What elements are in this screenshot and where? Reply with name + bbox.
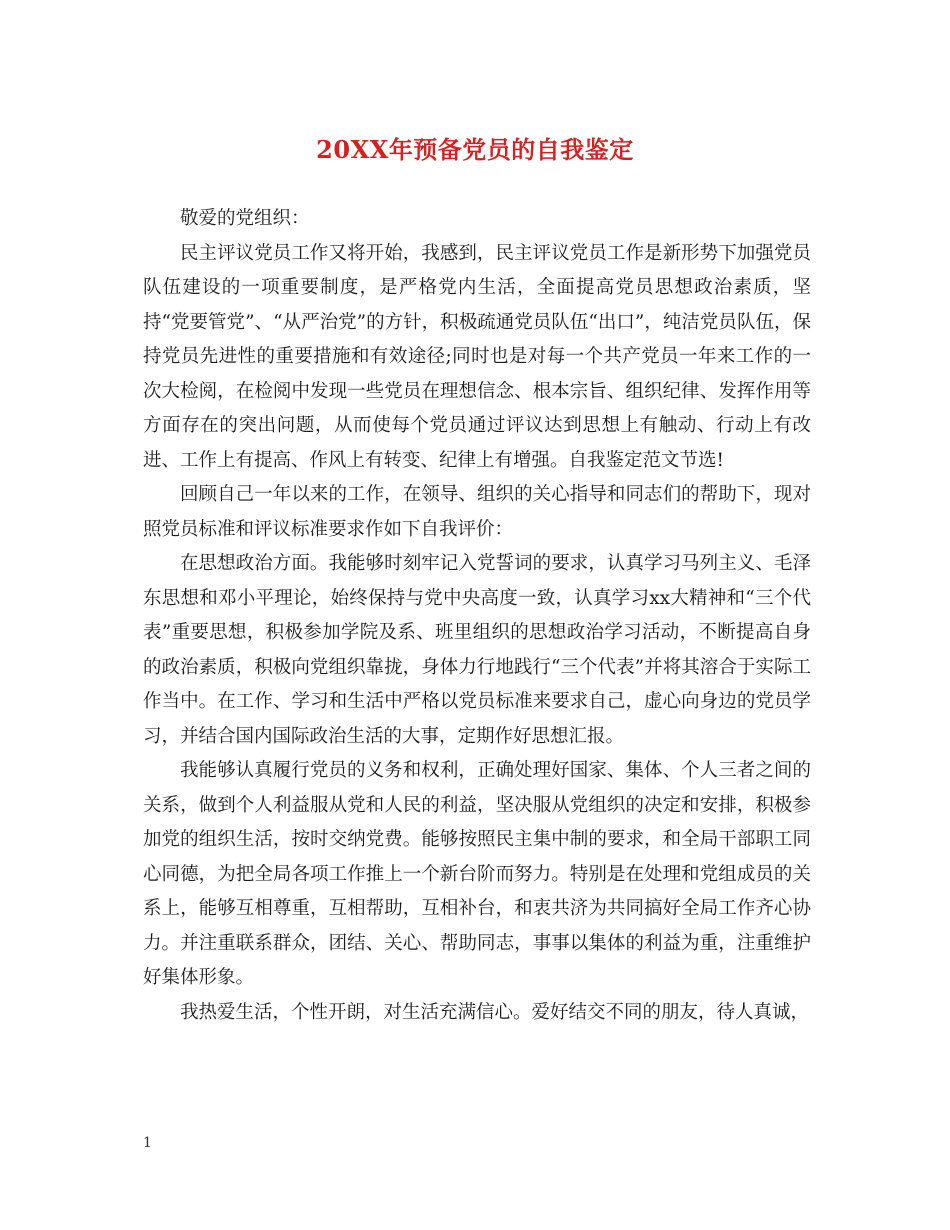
paragraph: 回顾自己一年以来的工作，在领导、组织的关心指导和同志们的帮助下，现对照党员标准和评议标准要求作如下自我评价： — [143, 484, 811, 540]
paragraph: 我热爱生活，个性开朗，对生活充满信心。爱好结交不同的朋友，待人真诚， — [180, 1001, 810, 1023]
paragraph: 在思想政治方面。我能够时刻牢记入党誓词的要求，认真学习马列主义、毛泽东思想和邓小平理论，始终保持与党中央高度一致，认真学习xx大精神和“三个代表”重要思想，积极参加学院及系、班里组织的思想政治学习活动，不断提高自身的政治素质，积极向党组织靠拢，身体力行地践行“三个代表”并将其溶合于实际工作当中。在工作、学习和生活中严格以党员标准来要求自己，虚心向身边的党员学习，并结合国内国际政治生活的大事，定期作好思想汇报。 — [143, 553, 811, 747]
paragraph: 我能够认真履行党员的义务和权利，正确处理好国家、集体、个人三者之间的关系，做到个人利益服从党和人民的利益，坚决服从党组织的决定和安排，积极参加党的组织生活，按时交纳党费。能够按照民主集中制的要求，和全局干部职工同心同德，为把全局各项工作推上一个新台阶而努力。特别是在处理和党组成员的关系上，能够互相尊重，互相帮助，互相补台，和衷共济为共同搞好全局工作齐心协力。并注重联系群众，团结、关心、帮助同志，事事以集体的利益为重，注重维护好集体形象。 — [143, 760, 811, 988]
paragraph: 民主评议党员工作又将开始，我感到，民主评议党员工作是新形势下加强党员队伍建设的一项重要制度，是严格党内生活，全面提高党员思想政治素质，坚持“党要管党”、“从严治党”的方针，积极疏通党员队伍“出口”，纯洁党员队伍，保持党员先进性的重要措施和有效途径;同时也是对每一个共产党员一年来工作的一次大检阅，在检阅中发现一些党员在理想信念、根本宗旨、组织纪律、发挥作用等方面存在的突出问题，从而使每个党员通过评议达到思想上有触动、行动上有改进、工作上有提高、作风上有转变、纪律上有增强。自我鉴定范文节选! — [143, 242, 811, 471]
document-title: 20XX年预备党员的自我鉴定 — [316, 135, 634, 164]
salutation: 敬爱的党组织： — [180, 208, 310, 229]
document-body — [143, 202, 811, 1030]
page-number: 1 — [143, 1135, 152, 1151]
